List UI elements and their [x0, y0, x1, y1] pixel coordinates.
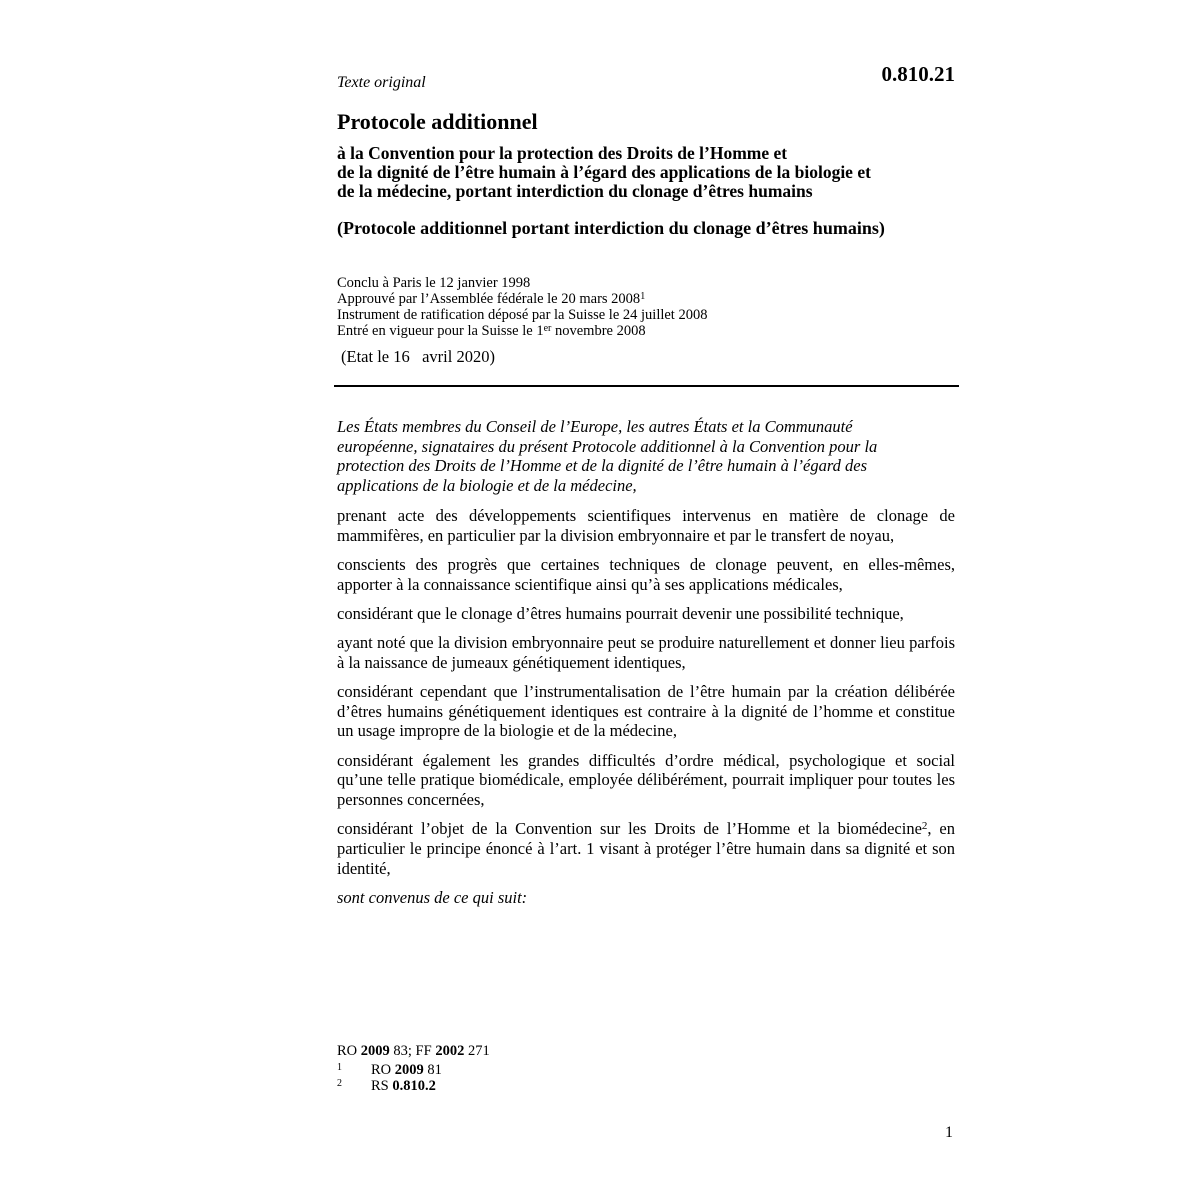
footnote-label: RS	[371, 1078, 393, 1094]
footnote-text	[371, 1062, 442, 1078]
subtitle-line: à la Convention pour la protection des Droits de l’Homme et	[337, 143, 788, 163]
footnote-ref-2: 2	[921, 820, 928, 833]
text-type-label: Texte original	[337, 74, 426, 91]
subtitle-line: de la médecine, portant interdiction du clonage d’êtres humains	[337, 181, 813, 201]
document-title: Protocole additionnel	[337, 109, 538, 134]
footnote-page: 81	[423, 1062, 442, 1078]
footnote-ref: 0.810.2	[392, 1078, 436, 1094]
meta-ratification: Instrument de ratification déposé par la Suisse le 24 juillet 2008	[337, 307, 708, 323]
recital-text-pre: considérant l’objet de la Convention sur les Droits de l’Homme et la biomédecine	[337, 819, 922, 839]
meta-in-force-pre: Entré en vigueur pour la Suisse le 1	[337, 323, 544, 339]
footnote-2	[337, 1078, 490, 1094]
footnote-number: 1	[337, 1062, 342, 1073]
recital-paragraph: considérant également les grandes difficultés d’ordre médical, psychologique et social qu’une telle pratique biomédicale, employée délibérément, pourrait impliquer pour toutes les personnes concernées,	[337, 750, 955, 809]
footnote-year: 2009	[394, 1062, 424, 1078]
recital-paragraph: conscients des progrès que certaines techniques de clonage peuvent, en elles-mêmes, apporter à la connaissance scientifique ainsi qu’à ses applications médicales,	[337, 554, 955, 594]
preamble-intro-line: Les États membres du Conseil de l’Europe, les autres États et la Communauté	[337, 417, 853, 436]
recital-paragraph: prenant acte des développements scientifiques intervenus en matière de clonage de mammifères, en particulier par la division embryonnaire et par le transfert de noyau,	[337, 506, 955, 545]
footnote-ref-1: 1	[640, 291, 646, 302]
recital-paragraph-with-footnote	[337, 819, 955, 878]
document-subtitle	[337, 144, 962, 201]
sr-number: 0.810.21	[881, 62, 955, 86]
footnotes	[337, 1043, 490, 1094]
recital-paragraph: considérant cependant que l’instrumentalisation de l’être humain par la création délibérée d’êtres humains génétiquement identiques est contraire à la dignité de l’homme et constitue un usage impropre de la biologie et de la médecine,	[337, 681, 955, 741]
footnote-number: 2	[337, 1078, 342, 1089]
meta-in-force-sup: er	[543, 323, 552, 334]
source-ff-page: 271	[464, 1043, 490, 1059]
recital-text-post: , en particulier le principe énoncé à l’art. 1 visant à protéger l’être humain dans sa dignité et son identité,	[337, 819, 955, 878]
preamble-recitals	[337, 506, 955, 907]
source-ff-year: 2002	[435, 1043, 465, 1059]
recital-paragraph: considérant que le clonage d’êtres humains pourrait devenir une possibilité technique,	[337, 603, 904, 623]
source-ro-page: 83; FF	[389, 1043, 436, 1059]
footnote-label: RO	[371, 1062, 395, 1078]
source-ro-year: 2009	[360, 1043, 390, 1059]
preamble-closing: sont convenus de ce qui suit:	[337, 887, 528, 907]
preamble-intro	[337, 417, 955, 496]
recital-paragraph: ayant noté que la division embryonnaire peut se produire naturellement et donner lieu parfois à la naissance de jumeaux génétiquement identiques,	[337, 633, 955, 672]
source-ro-label: RO	[337, 1043, 361, 1059]
short-title: (Protocole additionnel portant interdiction du clonage d’êtres humains)	[337, 218, 885, 238]
meta-in-force	[337, 323, 707, 339]
source-reference	[337, 1043, 490, 1059]
meta-concluded: Conclu à Paris le 12 janvier 1998	[337, 275, 531, 291]
header-divider	[334, 385, 959, 387]
subtitle-line: de la dignité de l’être humain à l’égard des applications de la biologie et	[337, 162, 871, 182]
document-metadata	[337, 275, 707, 339]
page-number: 1	[945, 1124, 953, 1141]
footnote-text	[371, 1078, 436, 1094]
meta-in-force-post: novembre 2008	[551, 323, 646, 339]
preamble-intro-line: européenne, signataires du présent Protocole additionnel à la Convention pour la	[337, 436, 878, 456]
footnote-1	[337, 1062, 490, 1078]
state-date: (Etat le 16 avril 2020)	[341, 347, 495, 366]
preamble-intro-line: applications de la biologie et de la médecine,	[337, 476, 637, 496]
meta-approved-text: Approuvé par l’Assemblée fédérale le 20 mars 2008	[337, 291, 641, 307]
preamble-intro-line: protection des Droits de l’Homme et de la dignité de l’être humain à l’égard des	[337, 456, 868, 476]
meta-approved	[337, 291, 707, 307]
